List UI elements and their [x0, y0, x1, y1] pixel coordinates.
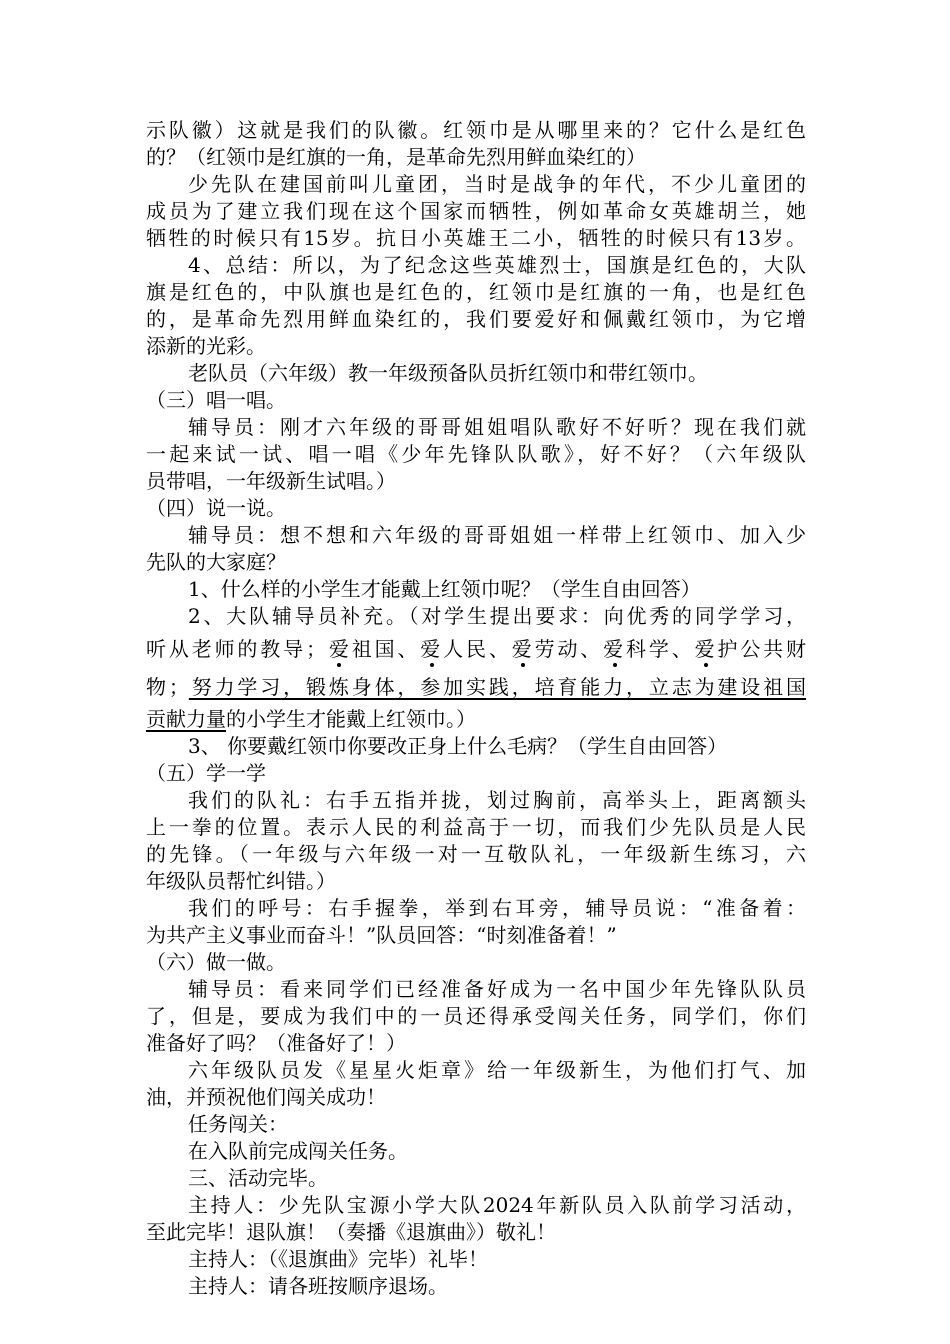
text-line-emphasis-dots [146, 630, 806, 668]
text-line: 2、大队辅导员补充。（对学生提出要求：向优秀的同学学习， [188, 604, 806, 628]
emphasis-dot-char: 爱 [326, 637, 352, 661]
text-line: 少先队在建国前叫儿童团，当时是战争的年代，不少儿童团的 [188, 172, 806, 196]
section-heading: （四）说一说。 [146, 496, 286, 520]
text-line: 我们的呼号：右手握拳，举到右耳旁，辅导员说：“准备着： [188, 896, 806, 920]
text-line: 在入队前完成闯关任务。 [188, 1139, 408, 1163]
text-run: 护公共财 [717, 637, 807, 661]
text-run: 听从老师的教导； [146, 637, 326, 661]
text-line: 六年级队员发《星星火炬章》给一年级新生，为他们打气、加 [188, 1058, 806, 1082]
text-line: 先队的大家庭？ [146, 550, 286, 574]
emphasis-dot-char: 爱 [603, 637, 627, 661]
text-line-underlined [146, 668, 806, 706]
text-line: 4、总结：所以，为了纪念这些英雄烈士，国旗是红色的，大队 [188, 253, 806, 277]
text-line: 员带唱，一年级新生试唱。） [146, 469, 396, 493]
text-line: 油，并预祝他们闯关成功！ [146, 1085, 386, 1109]
text-line: 旗是红色的，中队旗也是红色的，红领巾是红旗的一角，也是红色 [146, 280, 806, 304]
text-line: 任务闯关： [188, 1112, 288, 1136]
text-line: 了，但是，要成为我们中的一员还得承受闯关任务，同学们，你们 [146, 1004, 806, 1028]
text-line: 1、什么样的小学生才能戴上红领巾呢？（学生自由回答） [188, 577, 701, 601]
emphasis-dot-char: 爱 [511, 637, 535, 661]
underlined-text: 贡献力量 [146, 707, 226, 731]
text-line: 的？（红领巾是红旗的一角，是革命先烈用鲜血染红的） [146, 145, 646, 169]
text-run: 物； [146, 675, 189, 699]
text-line: 主持人：请各班按顺序退场。 [188, 1274, 448, 1298]
text-line: 年级队员帮忙纠错。） [146, 869, 336, 893]
text-run: 科学、 [626, 637, 695, 661]
text-line: 辅导员：看来同学们已经准备好成为一名中国少年先锋队队员 [188, 977, 806, 1001]
text-line: 牺牲的时候只有15岁。抗日小英雄王二小，牺牲的时候只有13岁。 [146, 226, 806, 250]
text-line: 3、 你要戴红领巾你要改正身上什么毛病？（学生自由回答） [188, 734, 728, 758]
text-line: 至此完毕！退队旗！（奏播《退旗曲》）敬礼！ [146, 1220, 556, 1244]
text-line: 主持人：少先队宝源小学大队2024年新队员入队前学习活动， [188, 1193, 806, 1217]
text-line: 成员为了建立我们现在这个国家而牺牲，例如革命女英雄胡兰，她 [146, 199, 806, 223]
text-line: 辅导员：想不想和六年级的哥哥姐姐一样带上红领巾、加入少 [188, 523, 806, 547]
emphasis-dot-char: 爱 [420, 637, 444, 661]
text-run: 劳动、 [534, 637, 604, 661]
text-line: 我们的队礼：右手五指并拢，划过胸前，高举头上，距离额头 [188, 788, 806, 812]
text-run: 的小学生才能戴上红领巾。） [226, 707, 476, 731]
section-heading: （五）学一学 [146, 761, 266, 785]
text-line: 准备好了吗？（准备好了！） [146, 1031, 406, 1055]
underlined-text: 努力学习，锻炼身体，参加实践，培育能力，立志为建设祖国 [188, 675, 807, 699]
text-run: 人民、 [443, 637, 512, 661]
text-line: 的先锋。（一年级与六年级一对一互敬队礼，一年级新生练习，六 [146, 842, 806, 866]
text-line: 上一拳的位置。表示人民的利益高于一切，而我们少先队员是人民 [146, 815, 806, 839]
text-line: 主持人：（《退旗曲》完毕）礼毕！ [188, 1247, 488, 1271]
text-line: 的，是革命先烈用鲜血染红的，我们要爱好和佩戴红领巾，为它增 [146, 307, 806, 331]
section-heading: （三）唱一唱。 [146, 388, 286, 412]
text-line: 示队徽）这就是我们的队徽。红领巾是从哪里来的？它什么是红色 [146, 118, 806, 142]
emphasis-dot-char: 爱 [694, 637, 718, 661]
section-heading: （六）做一做。 [146, 950, 286, 974]
text-line: 一起来试一试、唱一唱《少年先锋队队歌》，好不好？（六年级队 [146, 442, 806, 466]
text-line: 添新的光彩。 [146, 334, 266, 358]
text-line: 为共产主义事业而奋斗！”队员回答：“时刻准备着！” [146, 923, 617, 947]
text-line: 辅导员：刚才六年级的哥哥姐姐唱队歌好不好听？现在我们就 [188, 415, 806, 439]
text-line-underlined [146, 706, 806, 733]
text-line: 老队员（六年级）教一年级预备队员折红领巾和带红领巾。 [188, 361, 708, 385]
text-run: 祖国、 [351, 637, 421, 661]
section-heading: 三、活动完毕。 [188, 1166, 328, 1190]
